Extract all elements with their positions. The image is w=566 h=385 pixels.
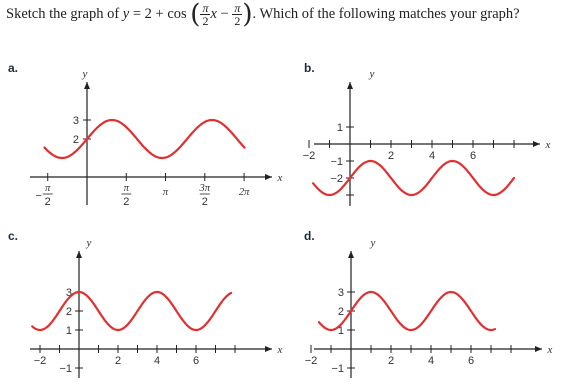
panel-b-label: b. — [304, 61, 315, 75]
eq-rest: = 2 + cos — [129, 5, 191, 22]
panel-d-curve — [319, 292, 495, 330]
panel-c-curve — [32, 292, 231, 330]
panel-a-y-axis-label: y — [82, 68, 88, 80]
panel-d-x-tick-label: 6 — [467, 355, 475, 367]
eq-y: y — [122, 5, 130, 22]
panel-a-x-axis-arrowhead — [265, 174, 272, 180]
panel-b-x-axis-arrowhead — [533, 141, 540, 147]
panel-d-y-axis-arrowhead — [348, 251, 354, 258]
panel-a-x-tick-4-label: 2π — [238, 187, 250, 198]
open-paren: ( — [190, 0, 201, 30]
panel-a-x-tick-2-label: π — [162, 187, 169, 198]
panel-c-y-tick-label: 3 — [65, 287, 72, 299]
eq-x: x — [210, 5, 217, 22]
panel-b-y-tick-label: −2 — [330, 173, 343, 185]
panel-a-y-tick-label: 3 — [72, 115, 79, 127]
panel-c-x-axis-arrowhead — [265, 346, 272, 352]
question-part2: . Which of the following matches your graph? — [252, 5, 520, 22]
panel-b-x-tick-label: 6 — [469, 150, 477, 162]
panel-d-x-axis-label: x — [547, 344, 553, 356]
panel-c-label: c. — [8, 229, 19, 243]
panel-a-x-tick-0-num: π — [45, 183, 51, 194]
panel-c-x-tick-label: −2 — [33, 355, 47, 367]
panel-a-x-tick-1-den: 2 — [123, 196, 130, 208]
panel-c-x-axis-label: x — [277, 344, 283, 356]
panel-d-x-axis-arrowhead — [535, 346, 542, 352]
panel-c-x-tick-label: 6 — [192, 355, 200, 367]
fraction-2: $\frac{\pi}{2}$ — [234, 1, 241, 28]
panel-d-x-tick-label: 2 — [387, 355, 395, 367]
panel-c-y-tick-label: 1 — [65, 325, 72, 337]
panel-d-label: d. — [304, 229, 315, 243]
fraction-1: $\frac{\pi}{2}$ — [202, 1, 209, 28]
panel-c-y-tick-label: 2 — [65, 306, 72, 318]
panel-a-label: a. — [8, 61, 19, 75]
panel-d-x-tick-label: 4 — [427, 355, 435, 367]
panel-d-x-tick-label: −2 — [304, 355, 318, 367]
panel-c-y-axis-label: y — [86, 237, 92, 249]
panel-d-y-tick-label: 1 — [337, 325, 344, 337]
panel-b-y-tick-label: 1 — [336, 122, 343, 134]
panel-b-y-tick-label: −1 — [330, 156, 343, 168]
panel-a-x-tick-0-sign: − — [35, 190, 42, 202]
panel-b-x-tick-label: 2 — [387, 150, 395, 162]
panel-a-x-tick-3-num: 3π — [199, 183, 211, 194]
panel-b-x-tick-label: −2 — [302, 150, 316, 162]
close-paren: ) — [242, 0, 253, 30]
panel-d-y-tick-label: 2 — [337, 306, 344, 318]
panel-b-x-tick-label: 4 — [428, 150, 436, 162]
panel-a-y-tick-label: 2 — [72, 134, 79, 146]
panel-a-y-axis-arrowhead — [84, 82, 90, 89]
question-part1: Sketch the graph of — [6, 5, 123, 22]
eq-minus: − — [216, 5, 233, 22]
panel-c-x-tick-label: 2 — [114, 355, 122, 367]
panel-b-y-axis-label: y — [369, 68, 375, 80]
panel-a-x-tick-1-num: π — [123, 183, 129, 194]
panel-c-y-tick-label: −1 — [59, 363, 72, 375]
panel-b-x-axis-label: x — [545, 139, 551, 151]
panel-a-x-axis-label: x — [277, 172, 283, 184]
panel-a-x-tick-0-den: 2 — [44, 196, 51, 208]
panel-b-y-axis-arrowhead — [347, 82, 353, 89]
panel-d-y-tick-label: −1 — [331, 363, 344, 375]
panel-d-y-axis-label: y — [370, 237, 376, 249]
panel-a-x-tick-3-den: 2 — [201, 196, 208, 208]
panel-b-curve — [313, 161, 514, 195]
panel-c-x-tick-label: 4 — [153, 355, 161, 367]
panel-d-y-tick-label: 3 — [337, 287, 344, 299]
panel-c-y-axis-arrowhead — [76, 251, 82, 258]
